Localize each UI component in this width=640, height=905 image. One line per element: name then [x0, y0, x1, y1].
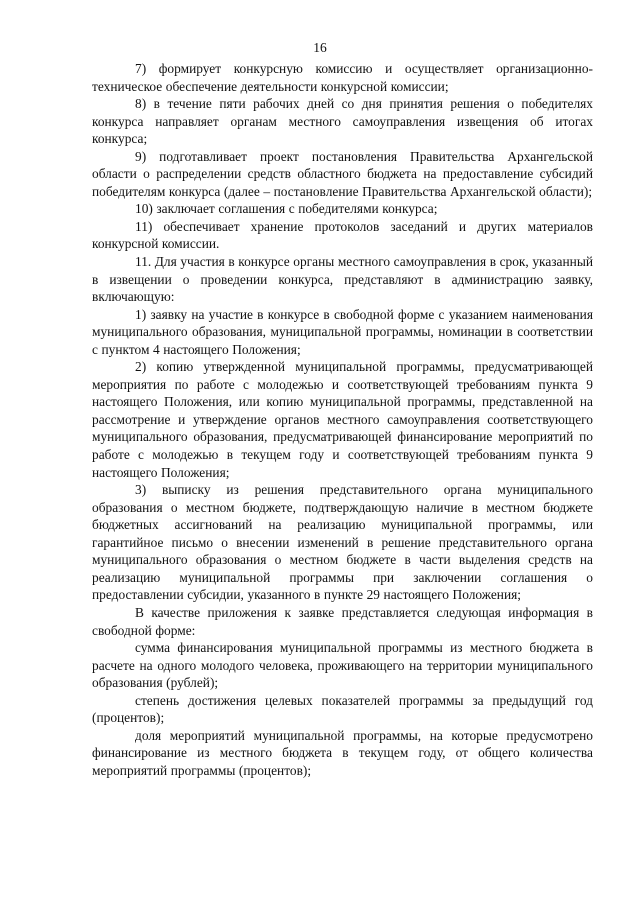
paragraph-9-prepares-resolution: 9) подготавливает проект постановления Правительства Архангельской области о распределении средств областного бюджета на предоставление субсидий победителям конкурса (далее – постановление Правительства Архангельской области); — [92, 148, 593, 199]
document-body — [92, 60, 593, 779]
paragraph-8-notifies-winners: 8) в течение пяти рабочих дней со дня принятия решения о победителях конкурса направляет органам местного самоуправления извещения об итогах конкурса; — [92, 96, 593, 147]
list-item-3-budget-extract: 3) выписку из решения представительного органа муниципального образования о местном бюджете, подтверждающую наличие в местном бюджете бюджетных ассигнований на реализацию муниципальной программы, или гарантийное письмо о внесении изменений в решение представительного органа муниципального образования о местном бюджете в части выделения средств на реализацию муниципальной программы при заключении соглашения о предоставлении субсидии, указанного в пункте 29 настоящего Положения; — [92, 482, 593, 603]
paragraph-7-organizes-commission: 7) формирует конкурсную комиссию и осуществляет организационно-техническое обеспечение деятельности конкурсной комиссии; — [92, 61, 593, 94]
attachment-intro: В качестве приложения к заявке представляется следующая информация в свободной форме: — [92, 604, 593, 638]
list-item-2-program-copy: 2) копию утвержденной муниципальной программы, предусматривающей мероприятия по работе с молодежью и соответствующей требованиям пункта 9 настоящего Положения, или копию муниципальной программы, представленной на рассмотрение и утверждение органов местного самоуправления соответствующего муниципального образования, предусматривающей финансирование мероприятий по работе с молодежью в текущем году и соответствующей требованиям пункта 9 настоящего Положения; — [92, 359, 593, 480]
attachment-item-funded-activities-share: доля мероприятий муниципальной программы, на которые предусмотрено финансирование из местного бюджета в текущем году, от общего количества мероприятий программы (процентов); — [92, 727, 593, 778]
page-number: 16 — [313, 40, 327, 55]
attachment-item-funding-per-youth: сумма финансирования муниципальной программы из местного бюджета в расчете на одного молодого человека, проживающего на территории муниципального образования (рублей); — [92, 640, 593, 691]
list-item-1-application: 1) заявку на участие в конкурсе в свободной форме с указанием наименования муниципального образования, муниципальной программы, номинации в соответствии с пунктом 4 настоящего Положения; — [92, 306, 593, 357]
paragraph-11-stores-protocols: 11) обеспечивает хранение протоколов заседаний и других материалов конкурсной комиссии. — [92, 218, 593, 252]
paragraph-10-signs-agreements: 10) заключает соглашения с победителями конкурса; — [135, 201, 438, 217]
section-11-application-requirements: 11. Для участия в конкурсе органы местного самоуправления в срок, указанный в извещении о проведении конкурса, представляют в администрацию заявку, включающую: — [92, 254, 593, 305]
attachment-item-target-achievement: степень достижения целевых показателей программы за предыдущий год (процентов); — [92, 692, 593, 726]
